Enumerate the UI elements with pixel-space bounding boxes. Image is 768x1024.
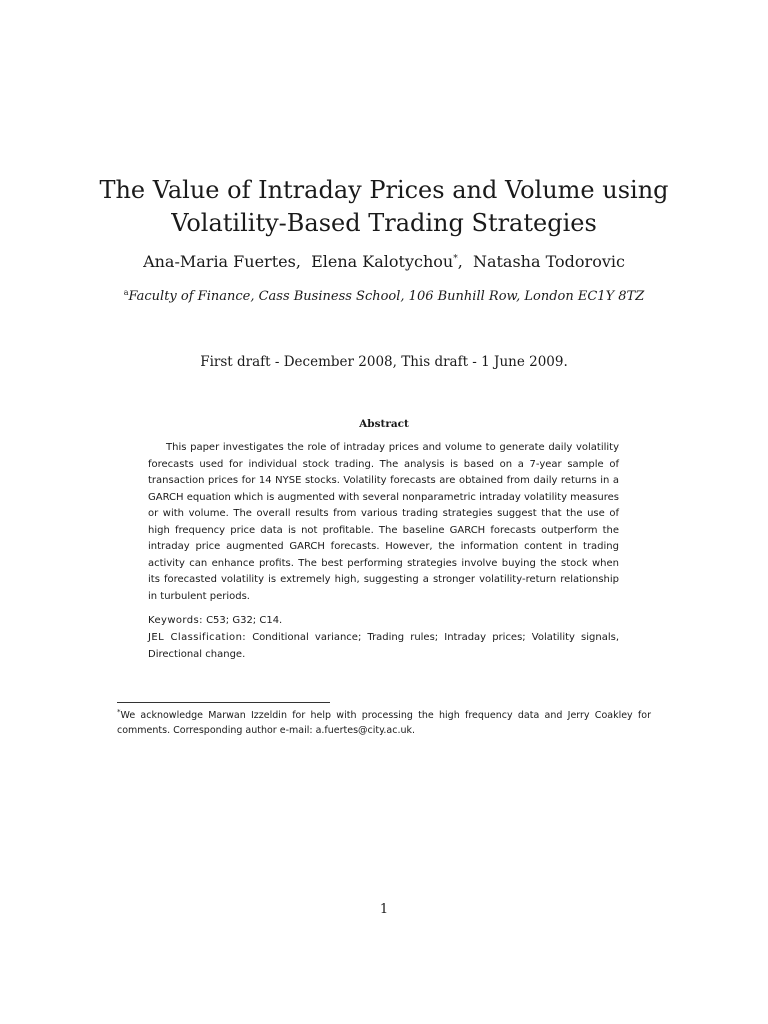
draft-date-line: First draft - December 2008, This draft - 1 June 2009. <box>200 354 568 370</box>
affiliation <box>0 288 768 304</box>
footnote-text: We acknowledge Marwan Izzeldin for help with processing the high frequency data and Jerry Coakley for comments. Corresponding author e-mail: a.fuertes@city.ac.uk. <box>117 710 651 736</box>
affiliation-mark: a <box>123 288 129 297</box>
jel-line <box>148 629 619 663</box>
abstract-paragraph: This paper investigates the role of intraday prices and volume to generate daily volatility forecasts used for individual stock trading. The analysis is based on a 7-year sample of transaction prices for 14 NYSE stocks. Volatility forecasts are obtained from daily returns in a GARCH equation which is augmented with several nonparametric intraday volatility measures or with volume. The overall results from various trading strategies suggest that the use of high frequency price data is not profitable. The baseline GARCH forecasts outperform the intraday price augmented GARCH forecasts. However, the information content in trading activity can enhance profits. The best performing strategies involve buying the stock when its forecasted volatility is extremely high, suggesting a stronger volatility-return relationship in turbulent periods. <box>148 442 619 602</box>
jel-label: JEL Classification: <box>148 632 247 643</box>
keywords-line <box>148 612 619 629</box>
jel-value: Conditional variance; Trading rules; Intraday prices; Volatility signals, Directional change. <box>148 632 620 660</box>
title-line-2: Volatility-Based Trading Strategies <box>171 209 597 237</box>
abstract-heading: Abstract <box>359 418 409 430</box>
author-2: Elena Kalotychou <box>311 252 454 271</box>
footnote-divider <box>117 702 330 703</box>
author-list <box>0 252 768 271</box>
author-2-suffix: , <box>457 252 463 271</box>
keywords-block <box>148 612 619 663</box>
keywords-value: C53; G32; C14. <box>206 615 283 626</box>
footnote-mark: * <box>117 708 121 716</box>
abstract-body <box>148 440 619 605</box>
affiliation-text: Faculty of Finance, Cass Business School, 106 Bunhill Row, London EC1Y 8TZ <box>128 289 645 304</box>
author-2-footnote-mark: * <box>453 254 458 264</box>
footnote <box>117 705 651 738</box>
author-3: Natasha Todorovic <box>472 252 625 271</box>
title-line-1: The Value of Intraday Prices and Volume using <box>99 176 669 204</box>
keywords-label: Keywords: <box>148 615 203 626</box>
paper-title <box>0 174 768 240</box>
page-number: 1 <box>379 902 389 917</box>
author-1: Ana-Maria Fuertes, <box>143 252 301 271</box>
